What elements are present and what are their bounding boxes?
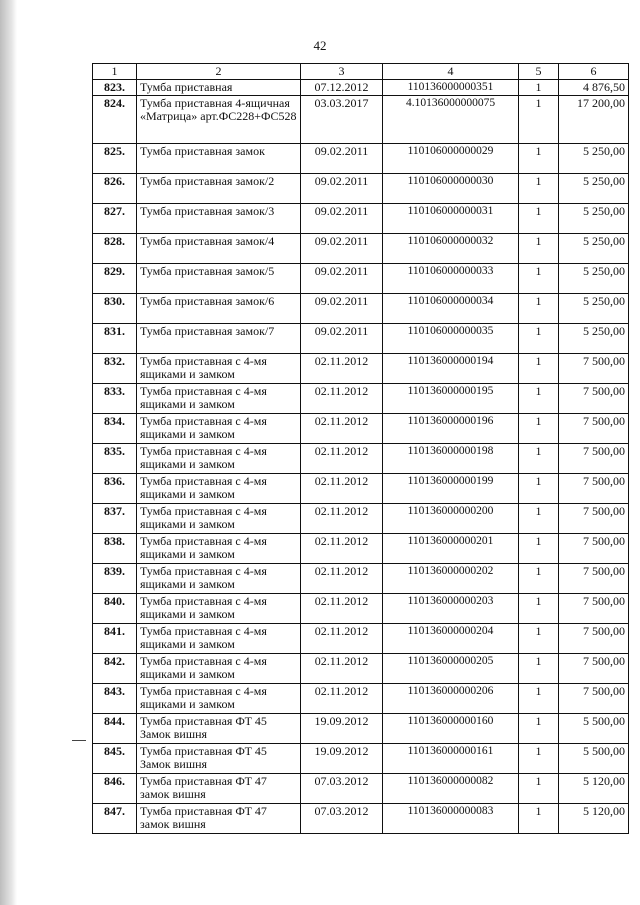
acquisition-date: 02.11.2012 [301,624,383,654]
item-name: Тумба приставная замок/2 [137,174,301,204]
row-number: 823. [93,80,137,96]
cost: 5 120,00 [559,804,629,834]
item-name: Тумба приставная с 4-мя ящиками и замком [137,624,301,654]
table-row [93,324,629,354]
cost: 7 500,00 [559,564,629,594]
table-row [93,564,629,594]
item-name: Тумба приставная ФТ 45 Замок вишня [137,744,301,774]
acquisition-date: 09.02.2011 [301,174,383,204]
col-header-name: 2 [137,64,301,80]
item-name: Тумба приставная ФТ 47 замок вишня [137,804,301,834]
acquisition-date: 02.11.2012 [301,354,383,384]
acquisition-date: 09.02.2011 [301,324,383,354]
cost: 5 250,00 [559,204,629,234]
inventory-code: 4.10136000000075 [383,96,519,144]
quantity: 1 [519,534,559,564]
acquisition-date: 02.11.2012 [301,534,383,564]
quantity: 1 [519,324,559,354]
inventory-table [92,63,629,834]
cost: 5 120,00 [559,774,629,804]
acquisition-date: 02.11.2012 [301,444,383,474]
quantity: 1 [519,264,559,294]
cost: 7 500,00 [559,534,629,564]
table-row [93,744,629,774]
cost: 7 500,00 [559,624,629,654]
item-name: Тумба приставная с 4-мя ящиками и замком [137,534,301,564]
item-name: Тумба приставная 4-ящичная «Матрица» арт.ФС228+ФС528 [137,96,301,144]
quantity: 1 [519,714,559,744]
quantity: 1 [519,774,559,804]
row-number: 846. [93,774,137,804]
inventory-code: 110136000000083 [383,804,519,834]
header-row [93,64,629,80]
acquisition-date: 02.11.2012 [301,384,383,414]
item-name: Тумба приставная с 4-мя ящиками и замком [137,684,301,714]
quantity: 1 [519,504,559,534]
col-header-code: 4 [383,64,519,80]
row-number: 833. [93,384,137,414]
quantity: 1 [519,174,559,204]
table-row [93,654,629,684]
item-name: Тумба приставная замок/5 [137,264,301,294]
row-number: 838. [93,534,137,564]
cost: 5 500,00 [559,714,629,744]
item-name: Тумба приставная [137,80,301,96]
row-number: 824. [93,96,137,144]
inventory-code: 110136000000202 [383,564,519,594]
inventory-code: 110136000000194 [383,354,519,384]
table-row [93,624,629,654]
row-number: 845. [93,744,137,774]
col-header-number: 1 [93,64,137,80]
table-row [93,774,629,804]
cost: 5 250,00 [559,234,629,264]
acquisition-date: 09.02.2011 [301,264,383,294]
table-row [93,80,629,96]
quantity: 1 [519,444,559,474]
item-name: Тумба приставная с 4-мя ящиками и замком [137,564,301,594]
cost: 5 500,00 [559,744,629,774]
quantity: 1 [519,80,559,96]
table-row [93,354,629,384]
table-row [93,204,629,234]
table-row [93,804,629,834]
quantity: 1 [519,654,559,684]
row-number: 825. [93,144,137,174]
inventory-code: 110136000000201 [383,534,519,564]
quantity: 1 [519,474,559,504]
table-row [93,594,629,624]
item-name: Тумба приставная с 4-мя ящиками и замком [137,384,301,414]
table-row [93,504,629,534]
acquisition-date: 09.02.2011 [301,144,383,174]
acquisition-date: 09.02.2011 [301,234,383,264]
row-number: 831. [93,324,137,354]
quantity: 1 [519,744,559,774]
row-number: 841. [93,624,137,654]
cost: 17 200,00 [559,96,629,144]
cost: 5 250,00 [559,264,629,294]
inventory-code: 110106000000034 [383,294,519,324]
row-number: 843. [93,684,137,714]
col-header-date: 3 [301,64,383,80]
item-name: Тумба приставная с 4-мя ящиками и замком [137,444,301,474]
table-row [93,264,629,294]
quantity: 1 [519,804,559,834]
row-number: 826. [93,174,137,204]
inventory-code: 110136000000196 [383,414,519,444]
inventory-code: 110106000000030 [383,174,519,204]
acquisition-date: 02.11.2012 [301,504,383,534]
col-header-qty: 5 [519,64,559,80]
inventory-code: 110106000000029 [383,144,519,174]
inventory-code: 110136000000204 [383,624,519,654]
quantity: 1 [519,624,559,654]
acquisition-date: 02.11.2012 [301,654,383,684]
row-number: 828. [93,234,137,264]
acquisition-date: 19.09.2012 [301,714,383,744]
cost: 7 500,00 [559,414,629,444]
inventory-code: 110136000000082 [383,774,519,804]
inventory-code: 110136000000160 [383,714,519,744]
table-row [93,234,629,264]
item-name: Тумба приставная замок/6 [137,294,301,324]
cost: 7 500,00 [559,594,629,624]
item-name: Тумба приставная с 4-мя ящиками и замком [137,414,301,444]
scan-page-edge [0,0,17,905]
inventory-code: 110106000000033 [383,264,519,294]
cost: 7 500,00 [559,384,629,414]
row-number: 837. [93,504,137,534]
row-number: 835. [93,444,137,474]
row-number: 847. [93,804,137,834]
row-number: 839. [93,564,137,594]
row-number: 844. [93,714,137,744]
acquisition-date: 02.11.2012 [301,564,383,594]
row-number: 832. [93,354,137,384]
cost: 7 500,00 [559,474,629,504]
row-number: 834. [93,414,137,444]
item-name: Тумба приставная с 4-мя ящиками и замком [137,474,301,504]
item-name: Тумба приставная замок/3 [137,204,301,234]
cost: 5 250,00 [559,144,629,174]
quantity: 1 [519,234,559,264]
quantity: 1 [519,204,559,234]
acquisition-date: 02.11.2012 [301,594,383,624]
table-row [93,144,629,174]
cost: 5 250,00 [559,324,629,354]
acquisition-date: 02.11.2012 [301,474,383,504]
quantity: 1 [519,684,559,714]
table-row [93,96,629,144]
acquisition-date: 09.02.2011 [301,204,383,234]
inventory-code: 110136000000200 [383,504,519,534]
cost: 5 250,00 [559,174,629,204]
row-number: 829. [93,264,137,294]
cost: 4 876,50 [559,80,629,96]
inventory-code: 110136000000203 [383,594,519,624]
table-row [93,294,629,324]
table-row [93,384,629,414]
acquisition-date: 07.03.2012 [301,804,383,834]
table-row [93,714,629,744]
inventory-code: 110106000000031 [383,204,519,234]
row-number: 836. [93,474,137,504]
inventory-code: 110136000000206 [383,684,519,714]
table-row [93,444,629,474]
quantity: 1 [519,354,559,384]
cost: 7 500,00 [559,684,629,714]
cost: 7 500,00 [559,654,629,684]
acquisition-date: 03.03.2017 [301,96,383,144]
acquisition-date: 02.11.2012 [301,414,383,444]
row-number: 842. [93,654,137,684]
quantity: 1 [519,144,559,174]
item-name: Тумба приставная с 4-мя ящиками и замком [137,654,301,684]
page-number: 42 [313,38,327,53]
quantity: 1 [519,294,559,324]
item-name: Тумба приставная замок/4 [137,234,301,264]
inventory-code: 110136000000195 [383,384,519,414]
cost: 7 500,00 [559,504,629,534]
table-row [93,414,629,444]
col-header-sum: 6 [559,64,629,80]
row-number: 840. [93,594,137,624]
item-name: Тумба приставная ФТ 47 замок вишня [137,774,301,804]
inventory-code: 110106000000032 [383,234,519,264]
table-row [93,174,629,204]
inventory-code: 110106000000035 [383,324,519,354]
inventory-code: 110136000000161 [383,744,519,774]
table-row [93,684,629,714]
table-row [93,534,629,564]
table-row [93,474,629,504]
inventory-code: 110136000000198 [383,444,519,474]
cost: 5 250,00 [559,294,629,324]
acquisition-date: 19.09.2012 [301,744,383,774]
inventory-code: 110136000000351 [383,80,519,96]
item-name: Тумба приставная ФТ 45 Замок вишня [137,714,301,744]
row-number: 830. [93,294,137,324]
inventory-code: 110136000000205 [383,654,519,684]
row-number: 827. [93,204,137,234]
acquisition-date: 07.03.2012 [301,774,383,804]
acquisition-date: 09.02.2011 [301,294,383,324]
item-name: Тумба приставная замок/7 [137,324,301,354]
acquisition-date: 07.12.2012 [301,80,383,96]
acquisition-date: 02.11.2012 [301,684,383,714]
cost: 7 500,00 [559,444,629,474]
inventory-code: 110136000000199 [383,474,519,504]
quantity: 1 [519,414,559,444]
item-name: Тумба приставная с 4-мя ящиками и замком [137,504,301,534]
cost: 7 500,00 [559,354,629,384]
quantity: 1 [519,96,559,144]
item-name: Тумба приставная замок [137,144,301,174]
item-name: Тумба приставная с 4-мя ящиками и замком [137,594,301,624]
quantity: 1 [519,384,559,414]
item-name: Тумба приставная с 4-мя ящиками и замком [137,354,301,384]
scan-mark [72,740,86,741]
quantity: 1 [519,594,559,624]
quantity: 1 [519,564,559,594]
